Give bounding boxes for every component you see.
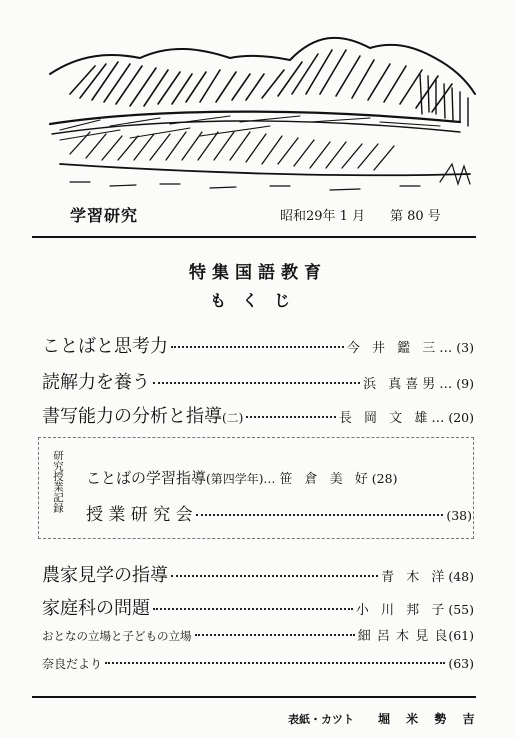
toc-entry-title: 家庭科の問題 (42, 598, 150, 619)
dot-leader (153, 382, 360, 384)
toc-entry-page: (3) (456, 340, 474, 355)
toc-entry-title: 農家見学の指導 (42, 565, 168, 586)
dot-leader (195, 634, 355, 636)
toc-entry-title: 読解力を養う (42, 372, 150, 393)
top-divider (32, 236, 476, 238)
toc-entry[interactable] (42, 402, 474, 428)
toc-entry[interactable] (42, 625, 474, 644)
toc-entry-subtitle: (第四学年)… (206, 472, 276, 486)
dot-leader (171, 575, 378, 577)
toc-entry-page: (48) (448, 569, 474, 584)
toc-entry-page: (55) (448, 602, 474, 617)
toc-entry-author: 浜 真喜男… (363, 377, 457, 392)
bottom-divider (32, 696, 476, 698)
research-record-label: 研究授業記録 (52, 450, 64, 513)
toc-entry[interactable] (42, 594, 474, 620)
toc-entry-author: 今 井 鑑 三… (346, 341, 457, 356)
issue-number: 第 80 号 (390, 209, 441, 224)
toc-entry-author: 小 川 邦 子 (355, 603, 449, 618)
toc-entry-title: ことばの学習指導 (86, 469, 207, 487)
toc-entry-page: (9) (456, 376, 474, 391)
masthead (0, 203, 516, 227)
toc-entry-page: (20) (448, 410, 474, 425)
credit-name: 堀 米 勢 吉 (378, 712, 481, 726)
dot-leader (105, 662, 445, 664)
cover-landscape-illustration (40, 14, 480, 199)
special-feature-title: 特集国語教育 (189, 263, 327, 283)
toc-entry-title: ことばと思考力 (42, 336, 168, 357)
toc-entry-author: 青 木 洋 (381, 570, 449, 585)
toc-entry-title: 書写能力の分析と指導 (42, 406, 222, 427)
toc-entry-subtitle: (二) (222, 411, 244, 425)
toc-entry[interactable] (42, 561, 474, 587)
toc-entry-page: (28) (371, 471, 398, 486)
toc-entry-page: (61) (448, 628, 474, 643)
toc-entry-author: 長 岡 文 雄… (338, 411, 449, 426)
toc-entry-page: (63) (448, 656, 474, 671)
dot-leader (246, 416, 336, 418)
credit-label: 表紙・カツト (288, 713, 354, 726)
toc-entry[interactable] (42, 368, 474, 394)
toc-entry-title: 授 業 研 究 会 (86, 505, 193, 525)
toc-entry-page: (38) (446, 508, 472, 523)
toc-entry[interactable] (42, 332, 474, 358)
toc-entry-title: 奈良だより (42, 657, 103, 671)
issue-date: 昭和29年 1 月 (280, 209, 366, 224)
dot-leader (196, 514, 444, 516)
contents-heading: もくじ (209, 291, 306, 310)
toc-entry[interactable] (86, 467, 472, 488)
toc-entry[interactable] (86, 500, 472, 525)
toc-entry-author: 細 呂 木 見 良 (357, 629, 449, 644)
toc-entry[interactable] (42, 655, 474, 672)
toc-entry-title: おとなの立場と子どもの立場 (42, 629, 192, 643)
toc-entry-author: 笹 倉 美 好 (279, 472, 372, 487)
magazine-title: 学習研究 (70, 206, 139, 225)
dot-leader (153, 608, 353, 610)
dot-leader (171, 346, 344, 348)
